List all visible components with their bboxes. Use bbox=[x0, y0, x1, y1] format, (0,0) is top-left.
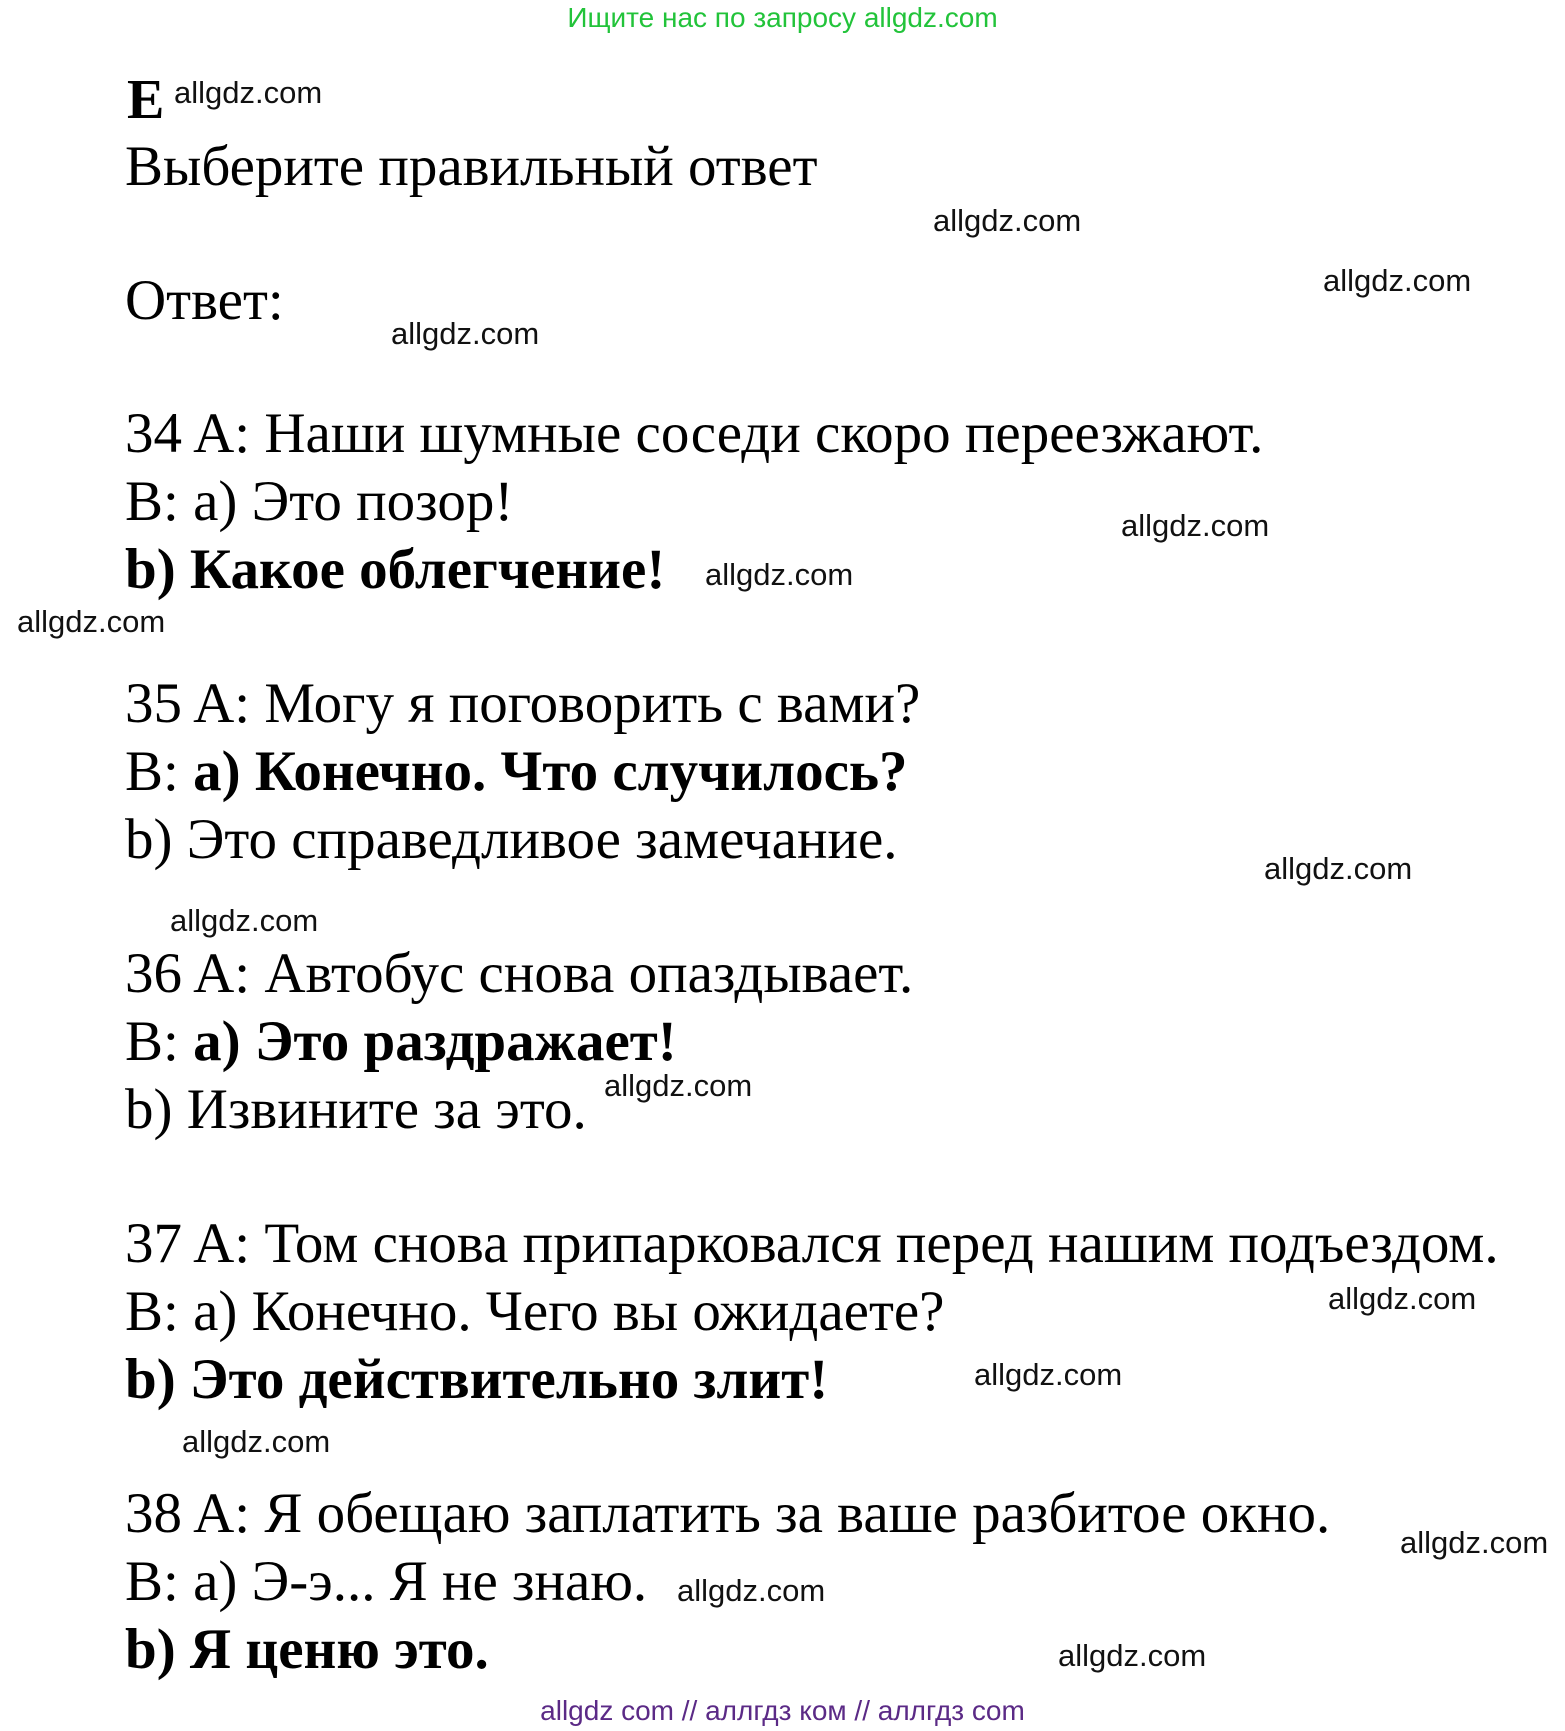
question-37-a-line: 37 A: Том снова припарковался перед нашим подъездом. bbox=[125, 1212, 1499, 1275]
watermark: allgdz.com bbox=[604, 1068, 753, 1103]
bottom-banner: allgdz com // аллгдз ком // аллгдз com bbox=[540, 1695, 1025, 1726]
question-34-a-line: 34 A: Наши шумные соседи скоро переезжают. bbox=[125, 402, 1264, 465]
watermark: allgdz.com bbox=[1328, 1281, 1477, 1316]
top-banner: Ищите нас по запросу allgdz.com bbox=[567, 2, 998, 33]
watermark: allgdz.com bbox=[705, 557, 854, 592]
watermark: allgdz.com bbox=[933, 203, 1082, 238]
question-35-b-row bbox=[125, 740, 908, 803]
watermark: allgdz.com bbox=[1323, 263, 1472, 298]
watermark: allgdz.com bbox=[1058, 1638, 1207, 1673]
question-35-b-prefix: B: bbox=[125, 740, 194, 803]
question-35-option-b: b) Это справедливое замечание. bbox=[125, 808, 898, 871]
watermark: allgdz.com bbox=[1264, 851, 1413, 886]
watermark: allgdz.com bbox=[17, 604, 166, 639]
watermark: allgdz.com bbox=[174, 75, 323, 110]
question-38-a-line: 38 A: Я обещаю заплатить за ваше разбитое окно. bbox=[125, 1482, 1331, 1545]
question-37-option-a: B: a) Конечно. Чего вы ожидаете? bbox=[125, 1280, 945, 1343]
watermark: allgdz.com bbox=[170, 903, 319, 938]
answer-label: Ответ: bbox=[125, 269, 284, 332]
question-34-option-b-correct: b) Какое облегчение! bbox=[125, 538, 666, 601]
question-36-b-row bbox=[125, 1010, 677, 1073]
watermark: allgdz.com bbox=[391, 316, 540, 351]
watermark: allgdz.com bbox=[1400, 1525, 1549, 1560]
question-38-option-b-correct: b) Я ценю это. bbox=[125, 1618, 489, 1681]
question-35-option-a-correct: a) Конечно. Что случилось? bbox=[193, 740, 908, 803]
question-36-option-a-correct: a) Это раздражает! bbox=[193, 1010, 677, 1073]
instruction: Выберите правильный ответ bbox=[125, 135, 818, 198]
question-36-option-b: b) Извините за это. bbox=[125, 1078, 587, 1141]
question-36-b-prefix: B: bbox=[125, 1010, 194, 1073]
watermark: allgdz.com bbox=[1121, 508, 1270, 543]
question-36-a-line: 36 A: Автобус снова опаздывает. bbox=[125, 942, 914, 1005]
question-37-option-b-correct: b) Это действительно злит! bbox=[125, 1348, 829, 1411]
watermark: allgdz.com bbox=[677, 1573, 826, 1608]
watermark: allgdz.com bbox=[974, 1357, 1123, 1392]
section-letter: E bbox=[127, 69, 165, 131]
question-38-option-a: B: a) Э-э... Я не знаю. bbox=[125, 1550, 648, 1613]
question-34-option-a: B: a) Это позор! bbox=[125, 470, 514, 533]
question-35-a-line: 35 A: Могу я поговорить с вами? bbox=[125, 672, 921, 735]
watermark: allgdz.com bbox=[182, 1424, 331, 1459]
